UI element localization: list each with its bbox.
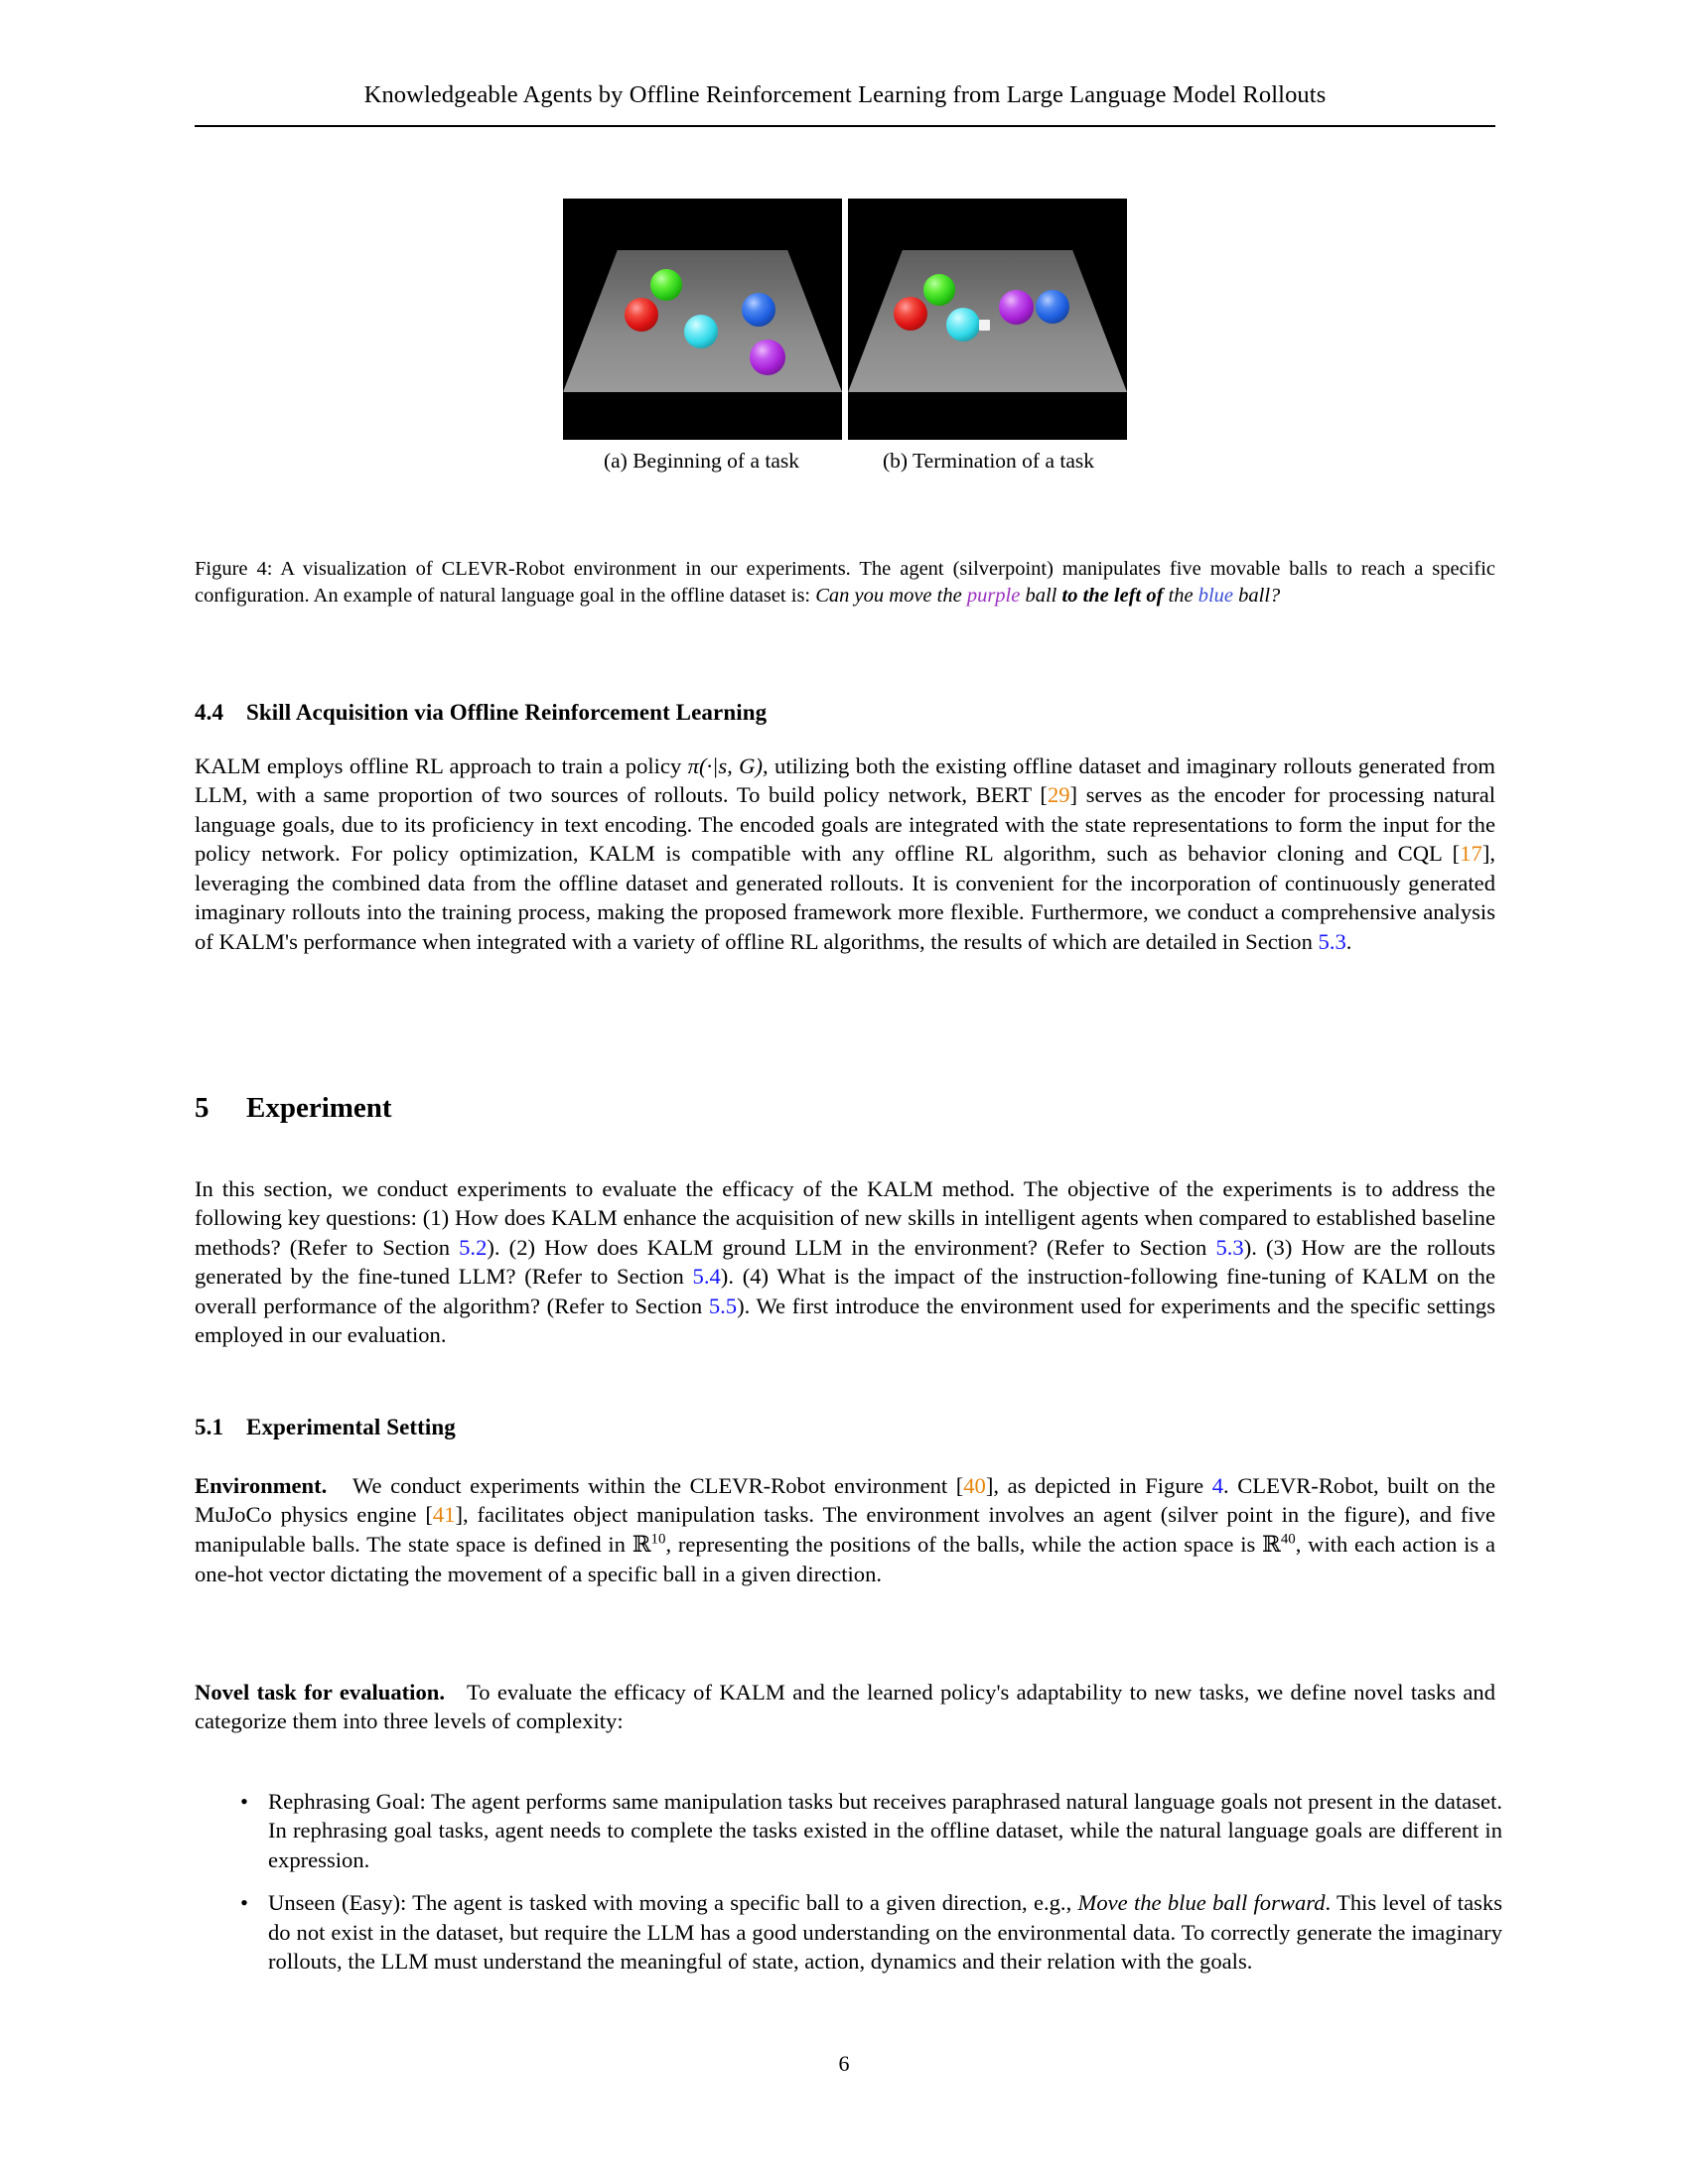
figure-caption-italic-2: ball bbox=[1020, 584, 1062, 607]
page-number: 6 bbox=[838, 2051, 850, 2076]
crossref-section-5-4[interactable]: 5.4 bbox=[692, 1264, 721, 1290]
figure-caption-bold-italic: to the left of bbox=[1061, 584, 1164, 607]
task-levels-list bbox=[195, 1787, 1502, 1990]
list-item-unseen-easy bbox=[240, 1888, 1502, 1976]
env-text-a: We conduct experiments within the CLEVR-Robot environment [ bbox=[352, 1473, 964, 1498]
p5-text-e: ). We first introduce the environment used for experiments and the specific settings employed in our evaluation. bbox=[195, 1293, 1495, 1348]
bullet-icon: • bbox=[240, 1789, 248, 1814]
env-text-e: , representing the positions of the balls, while the action space is bbox=[665, 1531, 1263, 1557]
env-text-d: ], facilitates object manipulation tasks. The environment involves an agent (silver point in the figure), and five manipulable balls. The state space is defined in bbox=[195, 1502, 1495, 1557]
figure-panel-b bbox=[848, 199, 1127, 440]
policy-math: π(·|s, G) bbox=[687, 753, 764, 778]
env-text-c: . CLEVR-Robot, built on the MuJoCo physics engine [ bbox=[195, 1473, 1496, 1528]
p5-text-c: ). (3) How are the rollouts generated by the fine-tuned LLM? (Refer to Section bbox=[195, 1234, 1495, 1290]
heading-section-5 bbox=[195, 1092, 1495, 1125]
list-item-rephrasing-goal bbox=[240, 1787, 1502, 1874]
section-title-4-4: Skill Acquisition via Offline Reinforcement Learning bbox=[246, 700, 768, 725]
p5-text-b: ). (2) How does KALM ground LLM in the environment? (Refer to Section bbox=[487, 1234, 1216, 1260]
ball-cyan-a bbox=[684, 315, 718, 348]
figure-panel-a bbox=[563, 199, 842, 440]
ball-green-b bbox=[923, 274, 955, 306]
crossref-section-5-3b[interactable]: 5.3 bbox=[1215, 1234, 1244, 1260]
crossref-section-5-5[interactable]: 5.5 bbox=[708, 1293, 738, 1318]
environment-lead: Environment. bbox=[195, 1473, 328, 1498]
novel-task-text: To evaluate the efficacy of KALM and the learned policy's adaptability to new tasks, we define novel tasks and categorize them into three levels of complexity: bbox=[195, 1680, 1495, 1734]
agent-silver-point bbox=[979, 320, 990, 331]
p44-text-d: ], leveraging the combined data from the offline dataset and generated rollouts. It is convenient for the incorporation of continuously generated imaginary rollouts into the training process, making the proposed framework more flexible. Furthermore, we conduct a comprehensive analysis of KALM's performance when integrated with a variety of offline RL algorithms, the results of which are detailed in Section bbox=[195, 841, 1495, 954]
section-number-5: 5 bbox=[195, 1092, 210, 1124]
crossref-section-5-3[interactable]: 5.3 bbox=[1318, 928, 1346, 954]
figure-caption-italic-1: Can you move the bbox=[815, 584, 967, 607]
p5-text-d: ). (4) What is the impact of the instruction-following fine-tuning of KALM on the overall performance of the algorithm? (Refer to Section bbox=[195, 1264, 1495, 1318]
p44-text-e: . bbox=[1345, 928, 1352, 954]
section-number-4-4: 4.4 bbox=[195, 700, 224, 725]
ball-red-a bbox=[625, 298, 658, 332]
unseen-easy-example: Move the blue ball forward bbox=[1077, 1890, 1326, 1916]
figure-caption-italic-3: the bbox=[1163, 584, 1198, 607]
figure-caption-italic-4: ball? bbox=[1233, 584, 1281, 607]
figure-caption-purple-word: purple bbox=[966, 584, 1021, 607]
rephrasing-goal-text: Rephrasing Goal: The agent performs same manipulation tasks but receives paraphrased natural language goals not present in the dataset. In rephrasing goal tasks, agent needs to complete the tasks existed in the offline dataset, while the natural language goals are different in expression. bbox=[268, 1789, 1502, 1872]
subcaption-a: (a) Beginning of a task bbox=[603, 449, 800, 473]
subcaption-b: (b) Termination of a task bbox=[882, 449, 1095, 473]
p44-text-b: , utilizing both the existing offline dataset and imaginary rollouts generated from LLM, with a same proportion of two sources of rollouts. To build policy network, BERT [ bbox=[195, 753, 1495, 808]
figure-caption-blue-word: blue bbox=[1197, 584, 1234, 607]
citation-41[interactable]: 41 bbox=[432, 1502, 456, 1528]
citation-17[interactable]: 17 bbox=[1460, 841, 1482, 867]
figure-4 bbox=[195, 199, 1495, 474]
section-title-5: Experiment bbox=[246, 1092, 392, 1124]
paragraph-section-4-4 bbox=[195, 751, 1495, 956]
figure-panels bbox=[195, 199, 1495, 440]
citation-40[interactable]: 40 bbox=[963, 1473, 986, 1498]
figure-subcaptions bbox=[195, 449, 1495, 474]
ball-cyan-b bbox=[946, 308, 980, 341]
section-title-5-1: Experimental Setting bbox=[246, 1415, 456, 1439]
heading-section-4-4 bbox=[195, 700, 1495, 726]
ball-blue-b bbox=[1036, 290, 1069, 324]
paragraph-environment bbox=[195, 1471, 1495, 1589]
ball-red-b bbox=[894, 297, 927, 331]
novel-task-lead: Novel task for evaluation. bbox=[195, 1680, 445, 1705]
crossref-figure-4[interactable]: 4 bbox=[1211, 1473, 1224, 1498]
ball-purple-b bbox=[999, 290, 1034, 325]
header-rule bbox=[195, 125, 1495, 127]
figure-caption-text: Figure 4: A visualization of CLEVR-Robot environment in our experiments. The agent (silverpoint) manipulates five movable balls to reach a specific configuration. An example of natural language goal in the offline dataset is: bbox=[195, 558, 1495, 607]
paragraph-section-5 bbox=[195, 1174, 1495, 1350]
unseen-easy-text-a: Unseen (Easy): The agent is tasked with moving a specific ball to a given direction, e.g., bbox=[268, 1890, 1078, 1916]
ball-green-a bbox=[650, 269, 682, 301]
p44-text-c: ] serves as the encoder for processing natural language goals, due to its proficiency in text encoding. The encoded goals are integrated with the state representations to form the input for the policy network. For policy optimization, KALM is compatible with any offline RL algorithm, such as behavior cloning and CQL [ bbox=[195, 782, 1495, 867]
heading-section-5-1 bbox=[195, 1415, 1495, 1440]
paragraph-novel-task bbox=[195, 1678, 1495, 1736]
crossref-section-5-2[interactable]: 5.2 bbox=[459, 1234, 488, 1260]
ball-purple-a bbox=[750, 340, 785, 375]
env-text-f: , with each action is a one-hot vector dictating the movement of a specific ball in a given direction. bbox=[195, 1531, 1496, 1587]
ball-blue-a bbox=[742, 293, 775, 327]
action-space-symbol: ℝ bbox=[1262, 1531, 1281, 1558]
p5-text-a: In this section, we conduct experiments to evaluate the efficacy of the KALM method. The objective of the experiments is to address the following key questions: (1) How does KALM enhance the acquisition of new skills in intelligent agents when compared to established baseline methods? (Refer to Section bbox=[195, 1176, 1495, 1260]
state-space-symbol: ℝ bbox=[632, 1531, 651, 1558]
citation-29[interactable]: 29 bbox=[1047, 782, 1070, 808]
p44-text-a: KALM employs offline RL approach to train a policy bbox=[195, 753, 688, 778]
unseen-easy-text-b: . This level of tasks do not exist in the dataset, but require the LLM has a good understanding on the environmental data. To correctly generate the imaginary rollouts, the LLM must understand the meaningful of state, action, dynamics and their relation with the goals. bbox=[268, 1890, 1502, 1975]
figure-caption bbox=[195, 556, 1495, 609]
env-text-b: ], as depicted in Figure bbox=[985, 1473, 1212, 1498]
state-space-exponent: 10 bbox=[650, 1531, 666, 1548]
action-space-exponent: 40 bbox=[1280, 1531, 1296, 1548]
bullet-icon: • bbox=[240, 1890, 248, 1916]
section-number-5-1: 5.1 bbox=[195, 1415, 224, 1439]
running-header: Knowledgeable Agents by Offline Reinforcement Learning from Large Language Model Rollouts bbox=[363, 81, 1327, 108]
